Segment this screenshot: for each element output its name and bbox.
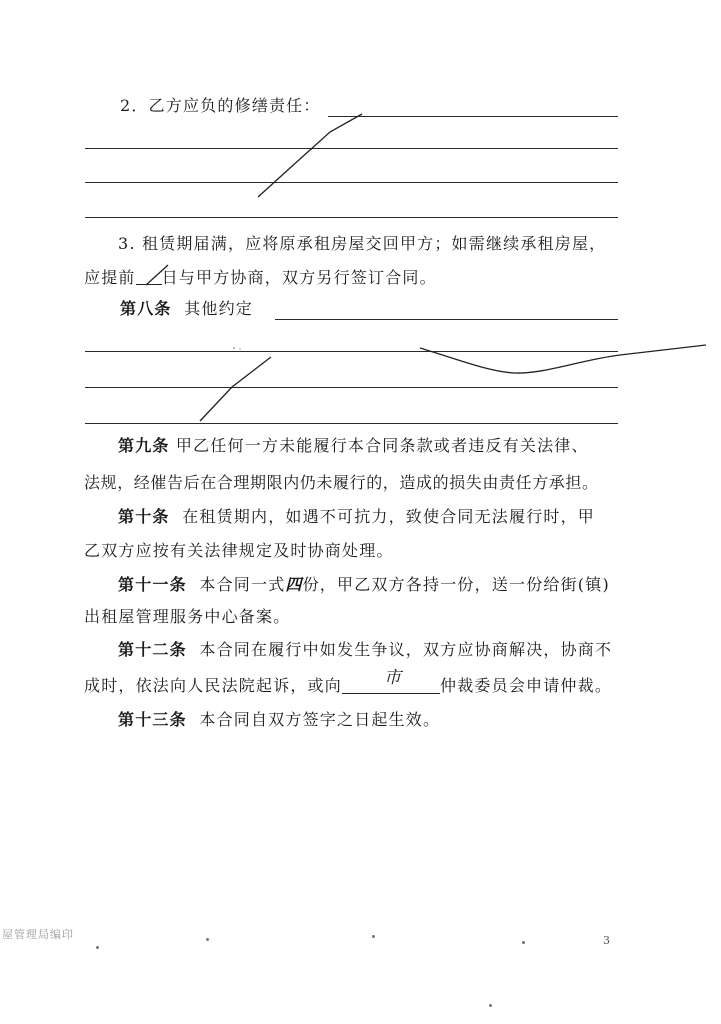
article-11-after: 份，甲乙双方各持一份，送一份给街(镇)	[302, 575, 610, 594]
article-11-line2: 出租屋管理服务中心备案。	[84, 607, 291, 626]
article-10-line2: 乙双方应按有关法律规定及时协商处理。	[84, 541, 394, 560]
article-8-text: 其他约定	[184, 299, 253, 318]
clause-7-3-line2	[84, 268, 437, 288]
clause-7-3-days-blank	[136, 270, 162, 285]
article-12-after: 仲裁委员会申请仲裁。	[440, 676, 613, 695]
arbitration-place-blank	[342, 668, 440, 694]
strike-article-8-right	[420, 345, 706, 373]
blank-rule-5	[85, 387, 618, 388]
scan-dust	[206, 938, 209, 941]
blank-rule-2	[85, 182, 618, 183]
clause-7-2-text: 2．乙方应负的修缮责任：	[120, 96, 321, 115]
scan-dust	[522, 941, 525, 944]
article-8	[120, 299, 253, 319]
article-9-line2: 法规，经催告后在合理期限内仍未履行的，造成的损失由责任方承担。	[84, 473, 599, 492]
article-11-line1	[118, 575, 610, 595]
blank-rule-6	[85, 423, 618, 424]
clause-7-3-before: 应提前	[84, 268, 136, 287]
clause-7-3-line1: 3. 租赁期届满，应将原承租房屋交回甲方；如需继续承租房屋，	[118, 234, 607, 253]
article-9-line1	[118, 436, 589, 456]
clause-7-3-after: 日与甲方协商，双方另行签订合同。	[161, 268, 437, 287]
blank-rule-3	[85, 217, 618, 218]
article-13-text: 本合同自双方签字之日起生效。	[199, 710, 441, 729]
article-9-heading: 第九条	[118, 436, 170, 455]
article-10-heading: 第十条	[118, 507, 170, 526]
article-12-text-1: 本合同在履行中如发生争议，双方应协商解决，协商不	[199, 640, 613, 659]
article-10-text-1: 在租赁期内，如遇不可抗力，致使合同无法履行时，甲	[182, 507, 595, 526]
article-12-heading: 第十二条	[118, 640, 187, 659]
scan-speck	[239, 348, 240, 349]
clause-7-2-fill-line	[328, 116, 618, 117]
scan-dust	[96, 946, 99, 949]
article-10-line1	[118, 507, 595, 527]
handwritten-place: 市	[384, 668, 403, 688]
article-13-heading: 第十三条	[118, 710, 187, 729]
page-number: 3	[603, 934, 610, 947]
article-12-line2	[84, 668, 613, 696]
blank-rule-1	[85, 148, 618, 149]
strike-clause-7-2	[258, 114, 362, 197]
article-11-before: 本合同一式	[199, 575, 286, 594]
handwritten-copies: 四	[285, 575, 303, 594]
blank-rule-4	[85, 351, 618, 352]
strike-article-8-left	[200, 357, 271, 421]
article-11-heading: 第十一条	[118, 575, 187, 594]
article-13	[118, 710, 440, 730]
article-8-heading: 第八条	[120, 299, 172, 318]
article-12-line1	[118, 640, 612, 660]
article-9-text-1: 甲乙任何一方未能履行本合同条款或者违反有关法律、	[175, 436, 589, 455]
scan-dust	[489, 1004, 492, 1007]
scan-dust	[372, 935, 375, 938]
article-12-before: 成时，依法向人民法院起诉，或向	[84, 676, 343, 695]
scan-speck	[233, 347, 235, 349]
footer-publisher: 屋管理局编印	[2, 928, 74, 941]
article-8-fill-line	[275, 319, 618, 320]
